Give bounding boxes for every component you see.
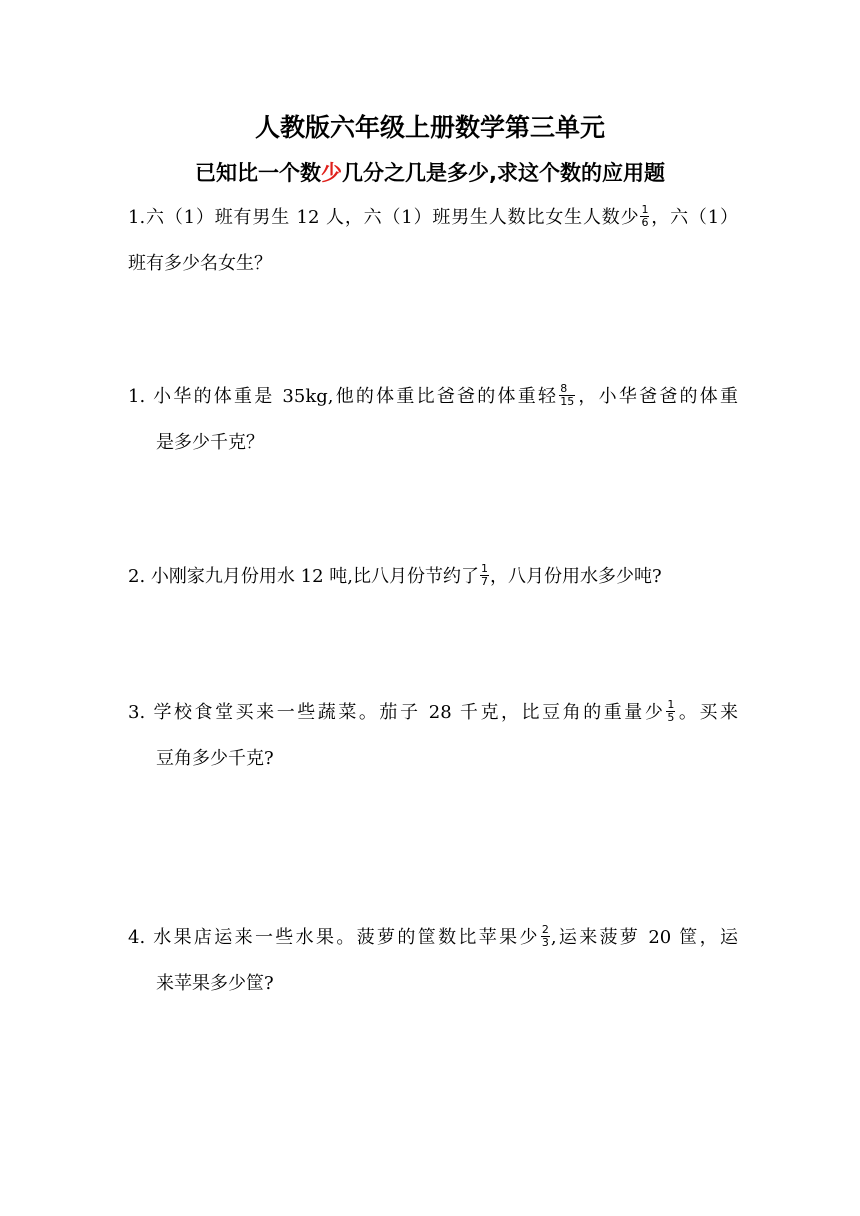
question-line-1 xyxy=(128,374,738,420)
question-4 xyxy=(128,690,738,782)
fraction-denominator: 3 xyxy=(541,935,549,949)
question-line-1 xyxy=(128,915,738,961)
question-text: 。买来 xyxy=(676,702,739,723)
question-5 xyxy=(128,915,738,1007)
question-line-2: 是多少千克？ xyxy=(156,432,264,453)
page-title: 人教版六年级上册数学第三单元 xyxy=(254,113,605,142)
question-line-1 xyxy=(128,554,738,600)
fraction-denominator: 5 xyxy=(667,710,675,724)
fraction-denominator: 6 xyxy=(641,215,649,229)
question-line-1 xyxy=(128,690,738,736)
question-text: 4. 水果店运来一些水果。菠萝的筐数比苹果少 xyxy=(128,927,540,948)
fraction-numerator: 1 xyxy=(480,561,488,575)
question-text: 1.六（1）班有男生 12 人，六（1）班男生人数比女生人数少 xyxy=(128,207,640,228)
question-text: 3. 学校食堂买来一些蔬菜。茄子 28 千克，比豆角的重量少 xyxy=(128,702,666,723)
fraction xyxy=(559,383,575,408)
fraction-numerator: 8 xyxy=(559,383,575,396)
question-text: 1. 小华的体重是 35kg,他的体重比爸爸的体重轻 xyxy=(128,386,559,407)
fraction xyxy=(480,563,489,588)
question-text: 2. 小刚家九月份用水 12 吨,比八月份节约了 xyxy=(128,566,479,587)
fraction xyxy=(640,204,649,229)
question-line-2: 豆角多少千克? xyxy=(156,748,274,769)
fraction-numerator: 1 xyxy=(641,202,649,216)
subtitle-highlight: 少 xyxy=(321,161,342,185)
question-line-2: 班有多少名女生？ xyxy=(128,253,272,274)
question-1 xyxy=(128,195,738,287)
subtitle-pre: 已知比一个数 xyxy=(195,161,321,185)
fraction xyxy=(666,699,675,724)
question-text: ，六（1） xyxy=(650,207,738,228)
fraction-denominator: 7 xyxy=(480,574,488,588)
page-subtitle xyxy=(0,157,860,187)
question-line-2: 来苹果多少筐? xyxy=(156,973,274,994)
question-text: ，小华爸爸的体重 xyxy=(576,386,739,407)
fraction xyxy=(541,924,550,949)
question-text: ，八月份用水多少吨? xyxy=(489,566,662,587)
question-line-1 xyxy=(128,195,738,241)
question-2 xyxy=(128,374,738,466)
fraction-numerator: 1 xyxy=(667,697,675,711)
fraction-numerator: 2 xyxy=(541,922,549,936)
subtitle-post: 几分之几是多少,求这个数的应用题 xyxy=(342,161,665,185)
question-3 xyxy=(128,554,738,600)
question-text: ,运来菠萝 20 筐，运 xyxy=(550,927,738,948)
fraction-denominator: 15 xyxy=(560,394,575,408)
